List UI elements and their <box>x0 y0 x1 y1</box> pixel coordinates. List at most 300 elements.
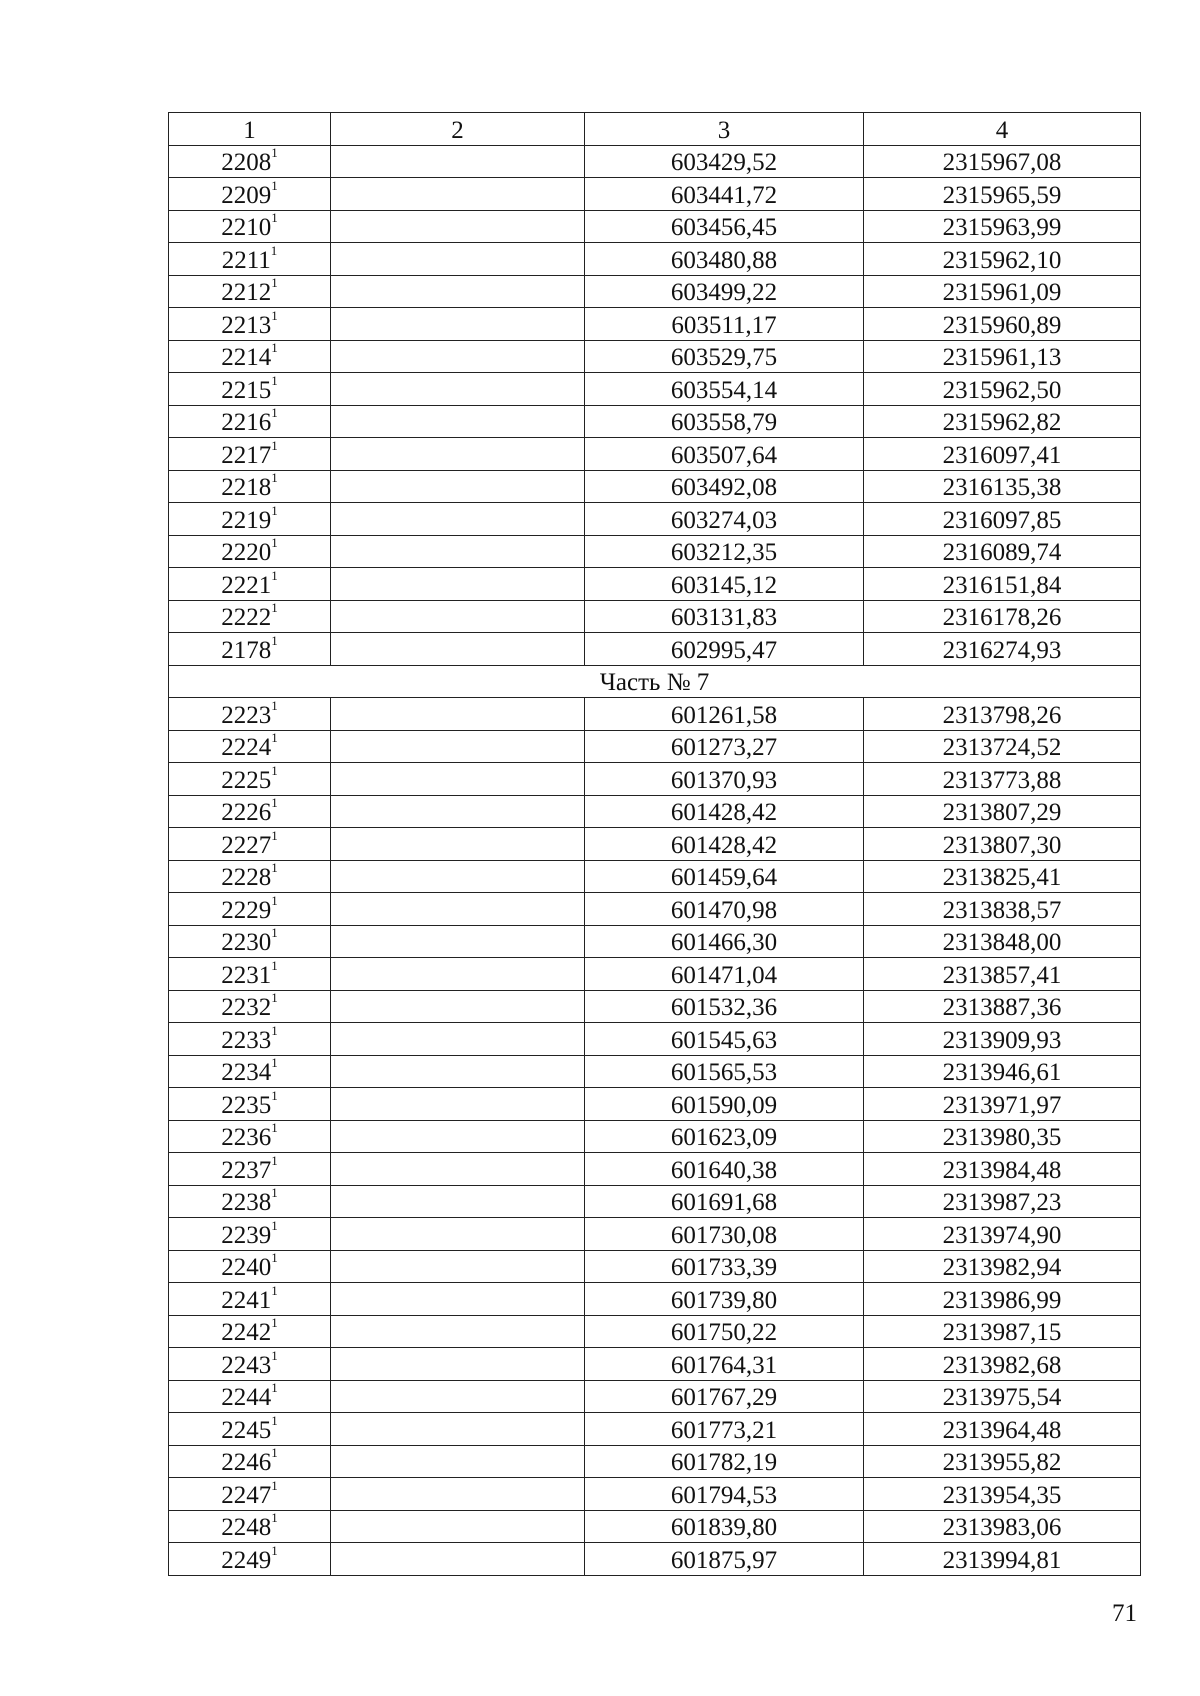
point-superscript: 1 <box>271 1152 278 1168</box>
point-number-cell <box>169 1153 331 1186</box>
point-superscript: 1 <box>271 795 278 810</box>
y-coordinate-cell: 2316274,93 <box>864 633 1141 666</box>
point-number: 2225 <box>221 766 272 794</box>
table-row <box>169 1218 1141 1251</box>
name-cell <box>331 470 585 503</box>
y-coordinate-cell: 2315967,08 <box>864 145 1141 178</box>
point-superscript: 1 <box>271 990 278 1005</box>
x-coordinate-cell: 601273,27 <box>585 730 864 763</box>
y-coordinate-cell: 2313954,35 <box>864 1478 1141 1511</box>
point-superscript: 1 <box>271 275 278 290</box>
table-row <box>169 1088 1141 1121</box>
point-number-cell <box>169 730 331 763</box>
name-cell <box>331 1510 585 1543</box>
point-superscript: 1 <box>271 762 278 778</box>
name-cell <box>331 990 585 1023</box>
table-row <box>169 308 1141 341</box>
x-coordinate-cell: 601767,29 <box>585 1380 864 1413</box>
point-number-cell <box>169 1218 331 1251</box>
y-coordinate-cell: 2313982,68 <box>864 1348 1141 1381</box>
table-row <box>169 1478 1141 1511</box>
x-coordinate-cell: 601730,08 <box>585 1218 864 1251</box>
y-coordinate-cell: 2313724,52 <box>864 730 1141 763</box>
point-number: 2209 <box>221 181 272 209</box>
point-number-cell <box>169 178 331 211</box>
y-coordinate-cell: 2316135,38 <box>864 470 1141 503</box>
table-row <box>169 860 1141 893</box>
point-superscript: 1 <box>271 730 278 745</box>
point-number-cell <box>169 535 331 568</box>
name-cell <box>331 1478 585 1511</box>
name-cell <box>331 1153 585 1186</box>
table-row <box>169 958 1141 991</box>
table-row <box>169 990 1141 1023</box>
point-number-cell <box>169 1283 331 1316</box>
y-coordinate-cell: 2313838,57 <box>864 893 1141 926</box>
table-row <box>169 1348 1141 1381</box>
name-cell <box>331 405 585 438</box>
point-number: 2218 <box>221 474 272 501</box>
y-coordinate-cell: 2313980,35 <box>864 1120 1141 1153</box>
point-number-cell <box>169 990 331 1023</box>
name-cell <box>331 243 585 276</box>
x-coordinate-cell: 601640,38 <box>585 1153 864 1186</box>
point-number-cell <box>169 893 331 926</box>
y-coordinate-cell: 2316151,84 <box>864 568 1141 601</box>
section-divider <box>169 665 1141 698</box>
table-body-group-2 <box>169 698 1141 1576</box>
table-row <box>169 600 1141 633</box>
point-number-cell <box>169 1510 331 1543</box>
y-coordinate-cell: 2313807,29 <box>864 795 1141 828</box>
y-coordinate-cell: 2313887,36 <box>864 990 1141 1023</box>
point-number: 2210 <box>221 214 272 241</box>
point-superscript: 1 <box>271 567 278 583</box>
point-number-cell <box>169 243 331 276</box>
point-superscript: 1 <box>271 1250 278 1265</box>
table-row <box>169 828 1141 861</box>
name-cell <box>331 1250 585 1283</box>
table-row <box>169 1153 1141 1186</box>
point-number-cell <box>169 438 331 471</box>
x-coordinate-cell: 601565,53 <box>585 1055 864 1088</box>
header-col-1: 1 <box>169 113 331 146</box>
x-coordinate-cell: 603456,45 <box>585 210 864 243</box>
point-superscript: 1 <box>271 535 278 550</box>
y-coordinate-cell: 2313975,54 <box>864 1380 1141 1413</box>
table-row <box>169 1315 1141 1348</box>
x-coordinate-cell: 601764,31 <box>585 1348 864 1381</box>
name-cell <box>331 958 585 991</box>
point-number: 2241 <box>221 1286 272 1314</box>
page-number: 71 <box>1112 1600 1137 1627</box>
point-superscript: 1 <box>271 1022 278 1038</box>
point-number: 2232 <box>221 994 272 1021</box>
y-coordinate-cell: 2313825,41 <box>864 860 1141 893</box>
y-coordinate-cell: 2315965,59 <box>864 178 1141 211</box>
point-number-cell <box>169 503 331 536</box>
x-coordinate-cell: 601590,09 <box>585 1088 864 1121</box>
x-coordinate-cell: 601875,97 <box>585 1543 864 1576</box>
name-cell <box>331 1055 585 1088</box>
y-coordinate-cell: 2313798,26 <box>864 698 1141 731</box>
x-coordinate-cell: 602995,47 <box>585 633 864 666</box>
name-cell <box>331 600 585 633</box>
point-number: 2249 <box>221 1546 272 1574</box>
point-number: 2208 <box>221 149 272 176</box>
name-cell <box>331 1315 585 1348</box>
x-coordinate-cell: 601470,98 <box>585 893 864 926</box>
section-row <box>169 665 1141 698</box>
x-coordinate-cell: 603429,52 <box>585 145 864 178</box>
point-superscript: 1 <box>271 340 278 355</box>
x-coordinate-cell: 603145,12 <box>585 568 864 601</box>
point-number-cell <box>169 1348 331 1381</box>
table-row <box>169 1023 1141 1056</box>
table-row <box>169 1185 1141 1218</box>
table-row <box>169 633 1141 666</box>
point-number: 2234 <box>221 1059 272 1086</box>
x-coordinate-cell: 603274,03 <box>585 503 864 536</box>
y-coordinate-cell: 2313909,93 <box>864 1023 1141 1056</box>
table-row <box>169 373 1141 406</box>
point-number-cell <box>169 340 331 373</box>
table-row <box>169 178 1141 211</box>
name-cell <box>331 1023 585 1056</box>
y-coordinate-cell: 2315962,10 <box>864 243 1141 276</box>
x-coordinate-cell: 603499,22 <box>585 275 864 308</box>
name-cell <box>331 373 585 406</box>
name-cell <box>331 210 585 243</box>
y-coordinate-cell: 2313964,48 <box>864 1413 1141 1446</box>
point-superscript: 1 <box>271 1315 278 1330</box>
x-coordinate-cell: 603131,83 <box>585 600 864 633</box>
table-row <box>169 1055 1141 1088</box>
y-coordinate-cell: 2313987,15 <box>864 1315 1141 1348</box>
point-number-cell <box>169 1023 331 1056</box>
y-coordinate-cell: 2313994,81 <box>864 1543 1141 1576</box>
point-number: 2239 <box>221 1221 272 1249</box>
x-coordinate-cell: 601428,42 <box>585 828 864 861</box>
name-cell <box>331 1218 585 1251</box>
name-cell <box>331 535 585 568</box>
point-superscript: 1 <box>271 600 278 615</box>
coordinates-table <box>168 112 1141 1576</box>
name-cell <box>331 1380 585 1413</box>
x-coordinate-cell: 603480,88 <box>585 243 864 276</box>
point-number-cell <box>169 1250 331 1283</box>
point-number-cell <box>169 698 331 731</box>
point-superscript: 1 <box>271 1510 278 1525</box>
table-row <box>169 145 1141 178</box>
point-superscript: 1 <box>271 210 278 225</box>
point-number: 2214 <box>221 344 272 371</box>
y-coordinate-cell: 2315961,09 <box>864 275 1141 308</box>
point-number-cell <box>169 828 331 861</box>
y-coordinate-cell: 2315962,82 <box>864 405 1141 438</box>
point-superscript: 1 <box>271 372 278 388</box>
point-superscript: 1 <box>271 1087 278 1103</box>
x-coordinate-cell: 601471,04 <box>585 958 864 991</box>
x-coordinate-cell: 603558,79 <box>585 405 864 438</box>
point-number: 2223 <box>221 701 272 729</box>
point-number: 2244 <box>221 1384 272 1411</box>
x-coordinate-cell: 603212,35 <box>585 535 864 568</box>
point-superscript: 1 <box>271 1217 278 1233</box>
table-row <box>169 470 1141 503</box>
point-number: 2246 <box>221 1449 272 1476</box>
x-coordinate-cell: 603507,64 <box>585 438 864 471</box>
point-number-cell <box>169 1445 331 1478</box>
point-superscript: 1 <box>271 502 278 518</box>
y-coordinate-cell: 2313971,97 <box>864 1088 1141 1121</box>
point-number: 2211 <box>221 246 271 274</box>
name-cell <box>331 308 585 341</box>
point-number-cell <box>169 1543 331 1576</box>
y-coordinate-cell: 2316097,85 <box>864 503 1141 536</box>
point-number-cell <box>169 210 331 243</box>
x-coordinate-cell: 601839,80 <box>585 1510 864 1543</box>
point-superscript: 1 <box>271 1347 278 1363</box>
x-coordinate-cell: 603441,72 <box>585 178 864 211</box>
name-cell <box>331 860 585 893</box>
point-superscript: 1 <box>271 1380 278 1395</box>
table-row <box>169 1120 1141 1153</box>
point-number-cell <box>169 145 331 178</box>
point-superscript: 1 <box>271 892 278 908</box>
point-superscript: 1 <box>271 1412 278 1428</box>
point-number-cell <box>169 600 331 633</box>
point-number-cell <box>169 373 331 406</box>
y-coordinate-cell: 2313984,48 <box>864 1153 1141 1186</box>
point-superscript: 1 <box>271 177 278 193</box>
name-cell <box>331 795 585 828</box>
table-row <box>169 210 1141 243</box>
x-coordinate-cell: 603492,08 <box>585 470 864 503</box>
point-number-cell <box>169 308 331 341</box>
table-row <box>169 730 1141 763</box>
point-superscript: 1 <box>271 1477 278 1493</box>
y-coordinate-cell: 2313974,90 <box>864 1218 1141 1251</box>
point-superscript: 1 <box>271 860 278 875</box>
x-coordinate-cell: 603529,75 <box>585 340 864 373</box>
y-coordinate-cell: 2313986,99 <box>864 1283 1141 1316</box>
point-number: 2231 <box>221 961 272 989</box>
name-cell <box>331 1413 585 1446</box>
table-row <box>169 925 1141 958</box>
table-row <box>169 1543 1141 1576</box>
point-number: 2236 <box>221 1124 272 1151</box>
point-number-cell <box>169 925 331 958</box>
x-coordinate-cell: 601428,42 <box>585 795 864 828</box>
point-number-cell <box>169 763 331 796</box>
point-superscript: 1 <box>271 1445 278 1460</box>
table-row <box>169 535 1141 568</box>
y-coordinate-cell: 2313983,06 <box>864 1510 1141 1543</box>
table-row <box>169 1510 1141 1543</box>
point-number: 2228 <box>221 864 272 891</box>
point-number-cell <box>169 1413 331 1446</box>
point-number-cell <box>169 275 331 308</box>
table-row <box>169 1250 1141 1283</box>
point-number-cell <box>169 860 331 893</box>
point-superscript: 1 <box>271 632 278 648</box>
point-number-cell <box>169 1315 331 1348</box>
name-cell <box>331 698 585 731</box>
point-number: 2240 <box>221 1254 272 1281</box>
name-cell <box>331 438 585 471</box>
header-col-4: 4 <box>864 113 1141 146</box>
point-number-cell <box>169 1120 331 1153</box>
point-number-cell <box>169 1380 331 1413</box>
point-number: 2235 <box>221 1091 272 1119</box>
x-coordinate-cell: 601773,21 <box>585 1413 864 1446</box>
y-coordinate-cell: 2313955,82 <box>864 1445 1141 1478</box>
point-superscript: 1 <box>271 827 278 843</box>
point-number: 2245 <box>221 1416 272 1444</box>
point-number: 2242 <box>221 1319 272 1346</box>
x-coordinate-cell: 601466,30 <box>585 925 864 958</box>
point-number: 2229 <box>221 896 272 924</box>
y-coordinate-cell: 2316089,74 <box>864 535 1141 568</box>
name-cell <box>331 633 585 666</box>
x-coordinate-cell: 601532,36 <box>585 990 864 1023</box>
point-number: 2247 <box>221 1481 272 1509</box>
point-superscript: 1 <box>271 1282 278 1298</box>
point-number: 2215 <box>221 376 272 404</box>
table-row <box>169 568 1141 601</box>
table-row <box>169 795 1141 828</box>
point-number: 2227 <box>221 831 272 859</box>
point-superscript: 1 <box>271 957 278 973</box>
x-coordinate-cell: 601370,93 <box>585 763 864 796</box>
y-coordinate-cell: 2313848,00 <box>864 925 1141 958</box>
point-number: 2243 <box>221 1351 272 1379</box>
y-coordinate-cell: 2313982,94 <box>864 1250 1141 1283</box>
name-cell <box>331 1348 585 1381</box>
point-superscript: 1 <box>271 145 278 160</box>
point-superscript: 1 <box>271 437 278 453</box>
point-superscript: 1 <box>270 242 278 258</box>
header-col-3: 3 <box>585 113 864 146</box>
point-number: 2219 <box>221 506 272 534</box>
y-coordinate-cell: 2315963,99 <box>864 210 1141 243</box>
y-coordinate-cell: 2313807,30 <box>864 828 1141 861</box>
point-number-cell <box>169 795 331 828</box>
y-coordinate-cell: 2313857,41 <box>864 958 1141 991</box>
point-superscript: 1 <box>271 1055 278 1070</box>
point-number: 2217 <box>221 441 272 469</box>
point-number: 2233 <box>221 1026 272 1054</box>
point-number: 2248 <box>221 1514 272 1541</box>
point-number-cell <box>169 1055 331 1088</box>
table-header <box>169 113 1141 146</box>
x-coordinate-cell: 601782,19 <box>585 1445 864 1478</box>
table-row <box>169 1380 1141 1413</box>
name-cell <box>331 1120 585 1153</box>
point-number: 2216 <box>221 409 272 436</box>
table-body-group-1 <box>169 145 1141 665</box>
point-number: 2178 <box>221 636 272 664</box>
x-coordinate-cell: 601739,80 <box>585 1283 864 1316</box>
x-coordinate-cell: 603554,14 <box>585 373 864 406</box>
name-cell <box>331 340 585 373</box>
table-row <box>169 438 1141 471</box>
name-cell <box>331 275 585 308</box>
point-superscript: 1 <box>271 697 278 713</box>
name-cell <box>331 145 585 178</box>
name-cell <box>331 1543 585 1576</box>
table-row <box>169 340 1141 373</box>
name-cell <box>331 893 585 926</box>
table-row <box>169 503 1141 536</box>
point-superscript: 1 <box>271 307 278 323</box>
x-coordinate-cell: 601733,39 <box>585 1250 864 1283</box>
y-coordinate-cell: 2316178,26 <box>864 600 1141 633</box>
name-cell <box>331 730 585 763</box>
name-cell <box>331 763 585 796</box>
table-row <box>169 1283 1141 1316</box>
name-cell <box>331 925 585 958</box>
y-coordinate-cell: 2313773,88 <box>864 763 1141 796</box>
point-number: 2224 <box>221 734 272 761</box>
point-number-cell <box>169 958 331 991</box>
name-cell <box>331 1185 585 1218</box>
point-number-cell <box>169 470 331 503</box>
point-number: 2238 <box>221 1189 272 1216</box>
point-superscript: 1 <box>271 1185 278 1200</box>
x-coordinate-cell: 601691,68 <box>585 1185 864 1218</box>
table-row <box>169 275 1141 308</box>
y-coordinate-cell: 2316097,41 <box>864 438 1141 471</box>
y-coordinate-cell: 2315960,89 <box>864 308 1141 341</box>
point-number: 2230 <box>221 929 272 956</box>
point-number-cell <box>169 1478 331 1511</box>
point-number-cell <box>169 1185 331 1218</box>
y-coordinate-cell: 2315962,50 <box>864 373 1141 406</box>
point-number: 2226 <box>221 799 272 826</box>
header-row <box>169 113 1141 146</box>
point-number-cell <box>169 633 331 666</box>
table-row <box>169 698 1141 731</box>
x-coordinate-cell: 601261,58 <box>585 698 864 731</box>
x-coordinate-cell: 603511,17 <box>585 308 864 341</box>
table-row <box>169 243 1141 276</box>
point-number-cell <box>169 405 331 438</box>
x-coordinate-cell: 601750,22 <box>585 1315 864 1348</box>
x-coordinate-cell: 601623,09 <box>585 1120 864 1153</box>
point-number: 2212 <box>221 279 272 306</box>
x-coordinate-cell: 601545,63 <box>585 1023 864 1056</box>
name-cell <box>331 1445 585 1478</box>
section-title: Часть № 7 <box>169 665 1141 698</box>
point-number-cell <box>169 568 331 601</box>
name-cell <box>331 828 585 861</box>
name-cell <box>331 1283 585 1316</box>
y-coordinate-cell: 2313946,61 <box>864 1055 1141 1088</box>
table-row <box>169 1445 1141 1478</box>
y-coordinate-cell: 2313987,23 <box>864 1185 1141 1218</box>
point-number: 2213 <box>221 311 272 339</box>
x-coordinate-cell: 601794,53 <box>585 1478 864 1511</box>
name-cell <box>331 178 585 211</box>
header-col-2: 2 <box>331 113 585 146</box>
y-coordinate-cell: 2315961,13 <box>864 340 1141 373</box>
point-number: 2220 <box>221 539 272 566</box>
point-number: 2221 <box>221 571 272 599</box>
table-row <box>169 763 1141 796</box>
point-superscript: 1 <box>271 1542 278 1558</box>
